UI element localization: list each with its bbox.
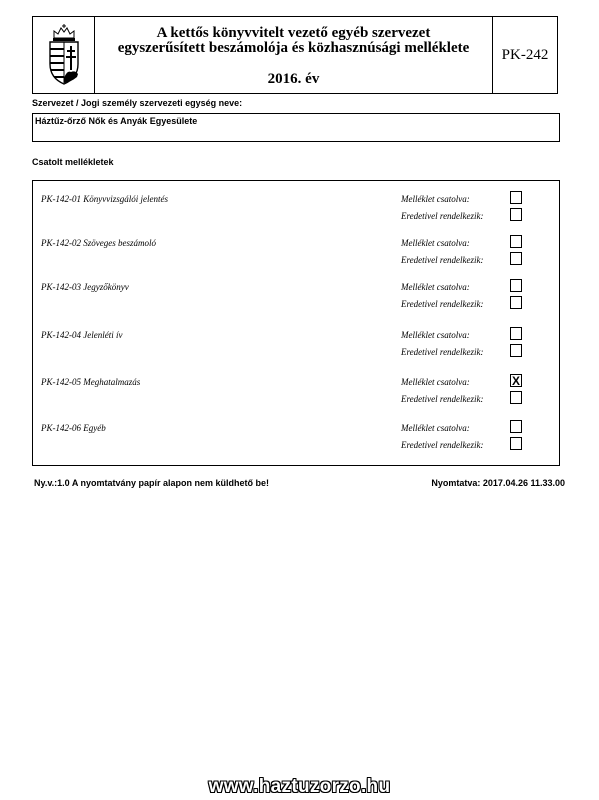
- attachments-heading: Csatolt mellékletek: [32, 157, 114, 167]
- attached-checkbox[interactable]: [510, 420, 522, 433]
- hungarian-coat-of-arms-icon: [44, 24, 84, 86]
- attachment-name: PK-142-02 Szöveges beszámoló: [41, 238, 156, 248]
- title-line-2: egyszerűsített beszámolója és közhasznúsági melléklete: [117, 40, 470, 56]
- attached-checkbox[interactable]: [510, 235, 522, 248]
- original-label: Eredetivel rendelkezik:: [401, 440, 484, 450]
- organization-label: Szervezet / Jogi személy szervezeti egység neve:: [32, 98, 243, 108]
- attached-label: Melléklet csatolva:: [401, 330, 470, 340]
- footer-print-timestamp: Nyomtatva: 2017.04.26 11.33.00: [431, 478, 565, 488]
- attachment-row: [33, 374, 559, 413]
- emblem-cell: [33, 17, 95, 93]
- organization-name: Háztűz-őrző Nők és Anyák Egyesülete: [35, 116, 198, 126]
- original-label: Eredetivel rendelkezik:: [401, 394, 484, 404]
- attached-label: Melléklet csatolva:: [401, 377, 470, 387]
- attached-label: Melléklet csatolva:: [401, 282, 470, 292]
- form-header: [32, 16, 558, 94]
- report-year: 2016. év: [267, 71, 320, 87]
- attachment-row: [33, 194, 559, 230]
- attachment-name: PK-142-05 Meghatalmazás: [41, 377, 141, 387]
- attached-label: Melléklet csatolva:: [401, 194, 470, 204]
- attachment-row: [33, 330, 559, 366]
- original-label: Eredetivel rendelkezik:: [401, 299, 484, 309]
- attachment-name: PK-142-06 Egyéb: [41, 423, 106, 433]
- form-code: PK-242: [501, 46, 549, 63]
- attached-checkbox[interactable]: [510, 327, 522, 340]
- attached-checkbox[interactable]: [510, 279, 522, 292]
- footer-version-note: Ny.v.:1.0 A nyomtatvány papír alapon nem küldhető be!: [34, 478, 270, 488]
- original-checkbox[interactable]: [510, 208, 522, 221]
- original-checkbox[interactable]: [510, 252, 522, 265]
- form-title: [95, 17, 493, 93]
- attached-label: Melléklet csatolva:: [401, 238, 470, 248]
- original-label: Eredetivel rendelkezik:: [401, 347, 484, 357]
- attachment-row: [33, 423, 559, 459]
- attachment-name: PK-142-04 Jelenléti ív: [41, 330, 123, 340]
- attached-checkbox[interactable]: X: [511, 374, 520, 388]
- attachment-name: PK-142-03 Jegyzőkönyv: [41, 282, 129, 292]
- title-line-1: A kettős könyvvitelt vezető egyéb szervezet: [156, 25, 431, 41]
- attachment-row: [33, 282, 559, 318]
- original-checkbox[interactable]: [510, 296, 522, 309]
- organization-name-field[interactable]: [32, 113, 560, 142]
- original-checkbox[interactable]: [510, 437, 522, 450]
- original-checkbox[interactable]: [510, 391, 522, 404]
- attached-label: Melléklet csatolva:: [401, 423, 470, 433]
- attached-checkbox[interactable]: [510, 191, 522, 204]
- attachment-name: PK-142-01 Könyvvizsgálói jelentés: [41, 194, 168, 204]
- attachments-box: [32, 180, 560, 466]
- website-watermark: www.haztuzorzo.hu: [208, 776, 391, 797]
- attachment-row: [33, 238, 559, 274]
- original-label: Eredetivel rendelkezik:: [401, 211, 484, 221]
- original-checkbox[interactable]: [510, 344, 522, 357]
- original-label: Eredetivel rendelkezik:: [401, 255, 484, 265]
